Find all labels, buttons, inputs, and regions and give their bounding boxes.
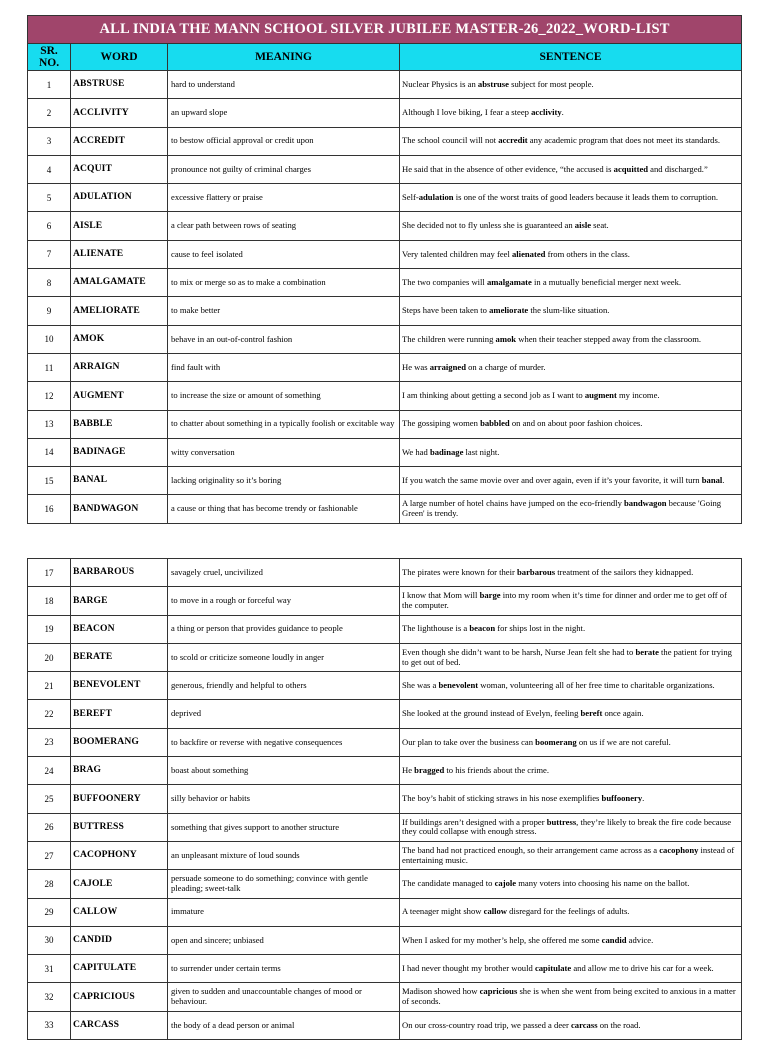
word-cell: BANDWAGON — [71, 495, 168, 523]
sentence-text: advice. — [626, 934, 654, 945]
sr-no-cell: 24 — [28, 757, 71, 785]
table-row — [28, 700, 742, 728]
header-sr-no: SR. NO. — [28, 44, 71, 71]
sentence-cell — [400, 785, 742, 813]
sentence-highlight-word: amok — [495, 333, 517, 344]
sentence-text: on the road. — [597, 1019, 641, 1030]
sentence-highlight-word: cacophony — [659, 844, 699, 855]
table-row — [28, 240, 742, 268]
sentence-highlight-word: callow — [483, 906, 508, 917]
table-row — [28, 870, 742, 898]
sentence-text: Madison showed how — [402, 986, 480, 997]
sr-no-cell: 33 — [28, 1011, 71, 1039]
sentence-text: subject for most people. — [508, 78, 594, 89]
sr-no-cell: 26 — [28, 813, 71, 841]
word-cell: ACQUIT — [71, 155, 168, 183]
word-cell: ALIENATE — [71, 240, 168, 268]
sentence-text: from others in the class. — [545, 248, 630, 259]
header-sentence: SENTENCE — [400, 44, 742, 71]
table-row — [28, 841, 742, 869]
sentence-highlight-word: accredit — [498, 135, 528, 146]
sentence-text: If buildings aren’t designed with a proper — [402, 816, 547, 827]
meaning-cell: silly behavior or habits — [168, 785, 400, 813]
table-row — [28, 353, 742, 381]
table-row — [28, 983, 742, 1011]
sentence-text: . — [642, 793, 645, 804]
sentence-highlight-word: badinage — [429, 446, 464, 457]
table-row — [28, 785, 742, 813]
sentence-text: On our cross-country road trip, we passed a deer — [402, 1019, 571, 1030]
sentence-cell — [400, 467, 742, 495]
sentence-cell — [400, 325, 742, 353]
word-cell: BADINAGE — [71, 438, 168, 466]
sentence-highlight-word: carcass — [570, 1019, 598, 1030]
sentence-text: She decided not to fly unless she is guaranteed an — [402, 220, 575, 231]
sentence-text: The band had not practiced enough, so their arrangement came across as a — [402, 844, 660, 855]
word-cell: ABSTRUSE — [71, 71, 168, 99]
header-meaning: MEANING — [168, 44, 400, 71]
table-row — [28, 672, 742, 700]
word-cell: AUGMENT — [71, 382, 168, 410]
table-row — [28, 728, 742, 756]
sentence-cell — [400, 643, 742, 671]
sr-no-cell: 25 — [28, 785, 71, 813]
sentence-text: she is when she went from being excited to anxious in a matter of seconds. — [402, 986, 736, 1007]
sentence-cell — [400, 615, 742, 643]
word-cell: BUFFOONERY — [71, 785, 168, 813]
sr-no-cell: 3 — [28, 127, 71, 155]
table-row — [28, 615, 742, 643]
sentence-highlight-word: ameliorate — [489, 305, 529, 316]
header-word: WORD — [71, 44, 168, 71]
sr-no-cell: 31 — [28, 955, 71, 983]
sr-no-cell: 15 — [28, 467, 71, 495]
meaning-cell: a thing or person that provides guidance to people — [168, 615, 400, 643]
sentence-text: on and on about poor fashion choices. — [509, 418, 643, 429]
sr-no-cell: 6 — [28, 212, 71, 240]
sentence-text: in a mutually beneficial merger next week. — [531, 276, 682, 287]
word-cell: BEACON — [71, 615, 168, 643]
sentence-text: my income. — [616, 390, 660, 401]
sr-no-cell: 21 — [28, 672, 71, 700]
sentence-cell — [400, 99, 742, 127]
word-cell: BENEVOLENT — [71, 672, 168, 700]
meaning-cell: immature — [168, 898, 400, 926]
sentence-cell — [400, 926, 742, 954]
meaning-cell: to bestow official approval or credit upon — [168, 127, 400, 155]
sentence-cell — [400, 212, 742, 240]
meaning-cell: something that gives support to another structure — [168, 813, 400, 841]
sentence-text: . — [722, 474, 725, 485]
word-cell: BEREFT — [71, 700, 168, 728]
word-cell: BANAL — [71, 467, 168, 495]
table-row — [28, 382, 742, 410]
meaning-cell: cause to feel isolated — [168, 240, 400, 268]
table-row — [28, 410, 742, 438]
sentence-text: any academic program that does not meet its standards. — [527, 135, 720, 146]
table-row — [28, 155, 742, 183]
sr-no-cell: 7 — [28, 240, 71, 268]
table-row — [28, 559, 742, 587]
word-cell: BARBAROUS — [71, 559, 168, 587]
table-row — [28, 438, 742, 466]
table-row — [28, 99, 742, 127]
sentence-cell — [400, 71, 742, 99]
meaning-cell: excessive flattery or praise — [168, 184, 400, 212]
sr-no-cell: 13 — [28, 410, 71, 438]
sentence-highlight-word: benevolent — [438, 680, 479, 691]
meaning-cell: to mix or merge so as to make a combination — [168, 269, 400, 297]
word-cell: AMELIORATE — [71, 297, 168, 325]
page-title: ALL INDIA THE MANN SCHOOL SILVER JUBILEE MASTER-26_2022_WORD-LIST — [28, 16, 742, 44]
sr-no-cell: 23 — [28, 728, 71, 756]
meaning-cell: the body of a dead person or animal — [168, 1011, 400, 1039]
sentence-text: on a charge of murder. — [465, 361, 546, 372]
sentence-text: I had never thought my brother would — [402, 962, 535, 973]
sentence-cell — [400, 382, 742, 410]
sr-no-cell: 30 — [28, 926, 71, 954]
sentence-cell — [400, 353, 742, 381]
meaning-cell: to surrender under certain terms — [168, 955, 400, 983]
sentence-highlight-word: amalgamate — [486, 276, 532, 287]
word-cell: CALLOW — [71, 898, 168, 926]
sentence-cell — [400, 155, 742, 183]
sentence-highlight-word: beacon — [469, 623, 496, 634]
meaning-cell: generous, friendly and helpful to others — [168, 672, 400, 700]
sentence-text: and allow me to drive his car for a week. — [571, 962, 714, 973]
table-row — [28, 212, 742, 240]
sr-no-cell: 12 — [28, 382, 71, 410]
sentence-text: seat. — [591, 220, 609, 231]
meaning-cell: boast about something — [168, 757, 400, 785]
sentence-cell — [400, 983, 742, 1011]
sr-no-cell: 27 — [28, 841, 71, 869]
word-cell: CANDID — [71, 926, 168, 954]
word-cell: BABBLE — [71, 410, 168, 438]
word-cell: BOOMERANG — [71, 728, 168, 756]
sentence-cell — [400, 1011, 742, 1039]
word-cell: ARRAIGN — [71, 353, 168, 381]
table-row — [28, 813, 742, 841]
word-cell: CACOPHONY — [71, 841, 168, 869]
sentence-cell — [400, 127, 742, 155]
word-cell: CAJOLE — [71, 870, 168, 898]
table-row — [28, 757, 742, 785]
sentence-text: last night. — [463, 446, 500, 457]
sentence-highlight-word: capricious — [479, 986, 518, 997]
sr-no-cell: 10 — [28, 325, 71, 353]
sentence-highlight-word: acclivity — [531, 107, 562, 118]
word-cell: ADULATION — [71, 184, 168, 212]
sentence-cell — [400, 757, 742, 785]
sentence-text: , they’re likely to break the fire code because they could collapse with enough stress. — [402, 816, 732, 837]
sentence-highlight-word: barge — [479, 590, 501, 601]
meaning-cell: savagely cruel, uncivilized — [168, 559, 400, 587]
sentence-cell — [400, 898, 742, 926]
sentence-text: into my room when it’s time for dinner and order me to get off of the computer. — [402, 590, 727, 610]
word-list-table-1 — [27, 15, 742, 524]
sentence-highlight-word: buttress — [546, 816, 577, 827]
meaning-cell: given to sudden and unaccountable changes of mood or behaviour. — [168, 983, 400, 1011]
meaning-cell: persuade someone to do something; convince with gentle pleading; sweet-talk — [168, 870, 400, 898]
sentence-highlight-word: babbled — [480, 418, 510, 429]
word-list-table-2 — [27, 558, 742, 1040]
sentence-cell — [400, 813, 742, 841]
sentence-cell — [400, 672, 742, 700]
word-cell: CARCASS — [71, 1011, 168, 1039]
sentence-text: The children were running — [402, 333, 496, 344]
sentence-text: The pirates were known for their — [402, 566, 518, 577]
sentence-text: The candidate managed to — [402, 878, 495, 889]
sentence-highlight-word: bandwagon — [624, 498, 667, 509]
sr-no-cell: 17 — [28, 559, 71, 587]
table-row — [28, 269, 742, 297]
word-cell: BARGE — [71, 587, 168, 615]
word-cell: AMALGAMATE — [71, 269, 168, 297]
sentence-text: many voters into choosing his name on the ballot. — [516, 878, 690, 889]
table-row — [28, 898, 742, 926]
sentence-text: I know that Mom will — [402, 590, 480, 601]
sentence-text: She looked at the ground instead of Evelyn, feeling — [402, 708, 581, 719]
sentence-text: . — [561, 107, 564, 118]
sentence-cell — [400, 410, 742, 438]
sentence-text: instead of entertaining music. — [402, 844, 735, 865]
sr-no-cell: 2 — [28, 99, 71, 127]
sentence-cell — [400, 587, 742, 615]
sentence-text: When I asked for my mother’s help, she offered me some — [402, 934, 602, 945]
table-row — [28, 297, 742, 325]
meaning-cell: deprived — [168, 700, 400, 728]
table-row — [28, 325, 742, 353]
word-cell: AMOK — [71, 325, 168, 353]
sr-no-cell: 28 — [28, 870, 71, 898]
sentence-highlight-word: boomerang — [535, 736, 577, 747]
sentence-text: He — [402, 764, 415, 775]
sentence-text: Although I love biking, I fear a steep — [402, 107, 532, 118]
sentence-cell — [400, 240, 742, 268]
meaning-cell: to increase the size or amount of something — [168, 382, 400, 410]
sentence-text: Steps have been taken to — [402, 305, 490, 316]
sentence-cell — [400, 297, 742, 325]
meaning-cell: to make better — [168, 297, 400, 325]
sentence-text: because 'Going Green' is trendy. — [402, 498, 722, 519]
sentence-cell — [400, 184, 742, 212]
sentence-text: Nuclear Physics is an — [402, 78, 478, 89]
table-1-body — [28, 71, 742, 524]
sr-no-cell: 14 — [28, 438, 71, 466]
sr-no-cell: 19 — [28, 615, 71, 643]
meaning-cell: an unpleasant mixture of loud sounds — [168, 841, 400, 869]
sentence-text: to his friends about the crime. — [444, 764, 550, 775]
meaning-cell: witty conversation — [168, 438, 400, 466]
sentence-text: The lighthouse is a — [402, 623, 470, 634]
sentence-highlight-word: buffoonery — [601, 793, 643, 804]
table-row — [28, 1011, 742, 1039]
word-cell: BRAG — [71, 757, 168, 785]
sentence-text: the patient for trying to get out of bed. — [402, 646, 732, 667]
sentence-text: Our plan to take over the business can — [402, 736, 536, 747]
sentence-text: and discharged.” — [648, 163, 708, 174]
sentence-text: is one of the worst traits of good leaders because it leads them to corruption. — [453, 192, 719, 203]
word-cell: ACCREDIT — [71, 127, 168, 155]
sentence-text: The boy’s habit of sticking straws in his nose exemplifies — [402, 793, 602, 804]
sentence-highlight-word: cajole — [494, 878, 517, 889]
sentence-cell — [400, 438, 742, 466]
sr-no-cell: 20 — [28, 643, 71, 671]
sentence-cell — [400, 728, 742, 756]
word-cell: AISLE — [71, 212, 168, 240]
table-row — [28, 955, 742, 983]
meaning-cell: to scold or criticize someone loudly in anger — [168, 643, 400, 671]
word-cell: BUTTRESS — [71, 813, 168, 841]
sentence-highlight-word: berate — [635, 646, 659, 657]
word-cell: ACCLIVITY — [71, 99, 168, 127]
sentence-text: If you watch the same movie over and over again, even if it’s your favorite, it will turn — [402, 474, 702, 485]
sentence-text: Very talented children may feel — [402, 248, 512, 259]
table-row — [28, 587, 742, 615]
sentence-highlight-word: capitulate — [534, 962, 572, 973]
meaning-cell: behave in an out-of-control fashion — [168, 325, 400, 353]
sentence-highlight-word: candid — [601, 934, 627, 945]
sentence-text: A teenager might show — [402, 906, 484, 917]
sentence-text: A large number of hotel chains have jumped on the eco-friendly — [402, 498, 625, 509]
sentence-highlight-word: alienated — [512, 248, 546, 259]
sentence-highlight-word: bragged — [414, 764, 445, 775]
word-cell: BERATE — [71, 643, 168, 671]
sentence-cell — [400, 955, 742, 983]
sr-no-cell: 9 — [28, 297, 71, 325]
sentence-cell — [400, 841, 742, 869]
sentence-highlight-word: banal — [701, 474, 723, 485]
sentence-cell — [400, 269, 742, 297]
word-cell: CAPRICIOUS — [71, 983, 168, 1011]
sentence-text: She was a — [402, 680, 439, 691]
sentence-highlight-word: adulation — [418, 192, 454, 203]
sentence-highlight-word: abstruse — [477, 78, 509, 89]
meaning-cell: pronounce not guilty of criminal charges — [168, 155, 400, 183]
sentence-text: woman, volunteering all of her free time to charitable organizations. — [478, 680, 715, 691]
sentence-cell — [400, 870, 742, 898]
meaning-cell: a clear path between rows of seating — [168, 212, 400, 240]
sentence-highlight-word: barbarous — [517, 566, 556, 577]
sr-no-cell: 22 — [28, 700, 71, 728]
sentence-text: We had — [402, 446, 430, 457]
meaning-cell: to move in a rough or forceful way — [168, 587, 400, 615]
sentence-text: disregard for the feelings of adults. — [507, 906, 630, 917]
table-row — [28, 127, 742, 155]
sr-no-cell: 5 — [28, 184, 71, 212]
sentence-text: treatment of the sailors they kidnapped. — [555, 566, 694, 577]
sentence-highlight-word: arraigned — [429, 361, 466, 372]
sentence-cell — [400, 559, 742, 587]
sentence-text: when their teacher stepped away from the classroom. — [516, 333, 702, 344]
meaning-cell: a cause or thing that has become trendy or fashionable — [168, 495, 400, 523]
meaning-cell: hard to understand — [168, 71, 400, 99]
table-row — [28, 926, 742, 954]
sentence-text: I am thinking about getting a second job as I want to — [402, 390, 585, 401]
table-row — [28, 495, 742, 523]
sentence-text: The two companies will — [402, 276, 487, 287]
sr-no-cell: 29 — [28, 898, 71, 926]
sr-no-cell: 18 — [28, 587, 71, 615]
sentence-text: on us if we are not careful. — [576, 736, 671, 747]
meaning-cell: to chatter about something in a typically foolish or excitable way — [168, 410, 400, 438]
sentence-highlight-word: bereft — [580, 708, 603, 719]
sentence-text: He was — [402, 361, 430, 372]
sentence-text: for ships lost in the night. — [495, 623, 586, 634]
meaning-cell: open and sincere; unbiased — [168, 926, 400, 954]
sentence-cell — [400, 495, 742, 523]
sr-no-cell: 32 — [28, 983, 71, 1011]
sentence-text: Even though she didn’t want to be harsh, Nurse Jean felt she had to — [402, 646, 636, 657]
sr-no-cell: 11 — [28, 353, 71, 381]
sr-no-cell: 4 — [28, 155, 71, 183]
sentence-highlight-word: acquitted — [613, 163, 649, 174]
table-2-body — [28, 559, 742, 1040]
meaning-cell: find fault with — [168, 353, 400, 381]
sentence-highlight-word: augment — [584, 390, 617, 401]
table-row — [28, 467, 742, 495]
sentence-text: The gossiping women — [402, 418, 481, 429]
meaning-cell: an upward slope — [168, 99, 400, 127]
meaning-cell: lacking originality so it’s boring — [168, 467, 400, 495]
sr-no-cell: 1 — [28, 71, 71, 99]
sentence-text: once again. — [602, 708, 644, 719]
table-row — [28, 184, 742, 212]
meaning-cell: to backfire or reverse with negative consequences — [168, 728, 400, 756]
word-cell: CAPITULATE — [71, 955, 168, 983]
sr-no-cell: 16 — [28, 495, 71, 523]
sentence-text: the slum-like situation. — [528, 305, 610, 316]
sentence-text: The school council will not — [402, 135, 499, 146]
sentence-text: Self- — [402, 192, 419, 203]
sentence-text: He said that in the absence of other evidence, “the accused is — [402, 163, 614, 174]
sentence-highlight-word: aisle — [574, 220, 592, 231]
sr-no-cell: 8 — [28, 269, 71, 297]
table-row — [28, 643, 742, 671]
sentence-cell — [400, 700, 742, 728]
table-row — [28, 71, 742, 99]
